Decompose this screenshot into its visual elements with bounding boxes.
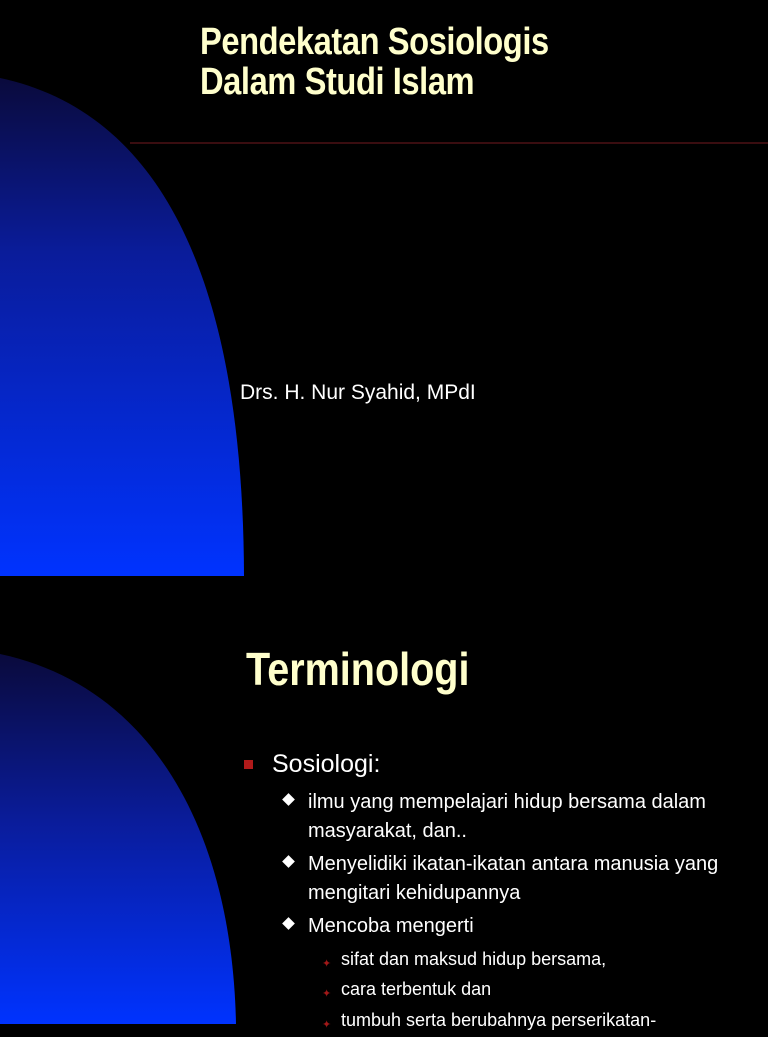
sub-bullet-text: Menyelidiki ikatan-ikatan antara manusia yang mengitari kehidupannya — [308, 853, 719, 904]
slide-title — [200, 22, 549, 102]
sub-sub-bullet-item — [322, 977, 491, 1001]
sub-bullet-item — [284, 850, 748, 908]
sub-bullet-text: ilmu yang mempelajari hidup bersama dalam masyarakat, dan.. — [308, 791, 706, 842]
sub-sub-bullet-text: cara terbentuk dan — [341, 979, 492, 999]
blue-arc-decoration — [0, 588, 250, 1024]
sub-sub-bullet-text: sifat dan maksud hidup bersama, — [341, 949, 607, 969]
star-bullet-icon: ✦ — [322, 1019, 332, 1031]
sub-bullet-item — [284, 788, 748, 846]
star-bullet-icon: ✦ — [322, 988, 332, 1000]
star-bullet-icon: ✦ — [322, 958, 332, 970]
square-bullet-icon — [244, 760, 253, 769]
sub-sub-bullet-text: tumbuh serta berubahnya perserikatan- — [341, 1010, 657, 1030]
slide-separator — [0, 576, 768, 588]
author-name: Drs. H. Nur Syahid, MPdI — [240, 381, 476, 404]
sub-bullet-text: Mencoba mengerti — [308, 915, 474, 937]
sub-sub-bullet-item — [322, 947, 606, 971]
sub-bullet-item — [284, 912, 748, 941]
slide-title: Terminologi — [246, 643, 470, 695]
bullet-item — [244, 750, 380, 779]
title-divider — [130, 142, 768, 144]
diamond-bullet-icon — [282, 855, 295, 868]
bullet-text: Sosiologi: — [272, 750, 381, 778]
diamond-bullet-icon — [282, 793, 295, 806]
title-line-2: Dalam Studi Islam — [200, 61, 475, 103]
slide-2 — [0, 588, 768, 1031]
sub-sub-bullet-item — [322, 1008, 656, 1032]
diamond-bullet-icon — [282, 917, 295, 930]
title-line-1: Pendekatan Sosiologis — [200, 21, 549, 63]
